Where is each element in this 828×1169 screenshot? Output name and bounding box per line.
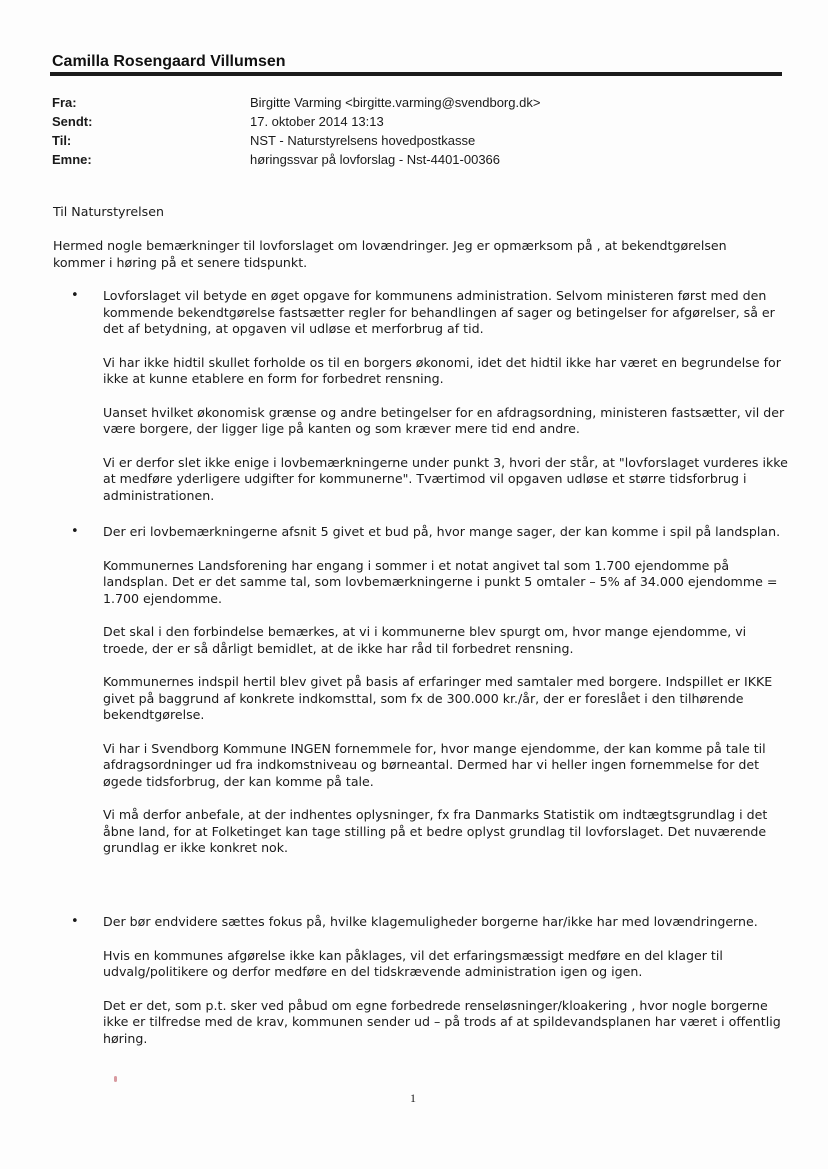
paragraph: Kommunernes indspil hertil blev givet på basis af erfaringer med samtaler med borgere. Indspillet er IKKE givet på baggrund af konkrete indkomsttal, som fx de 300.000 kr./år, der er foreslået i den tilhørende bekendtgørelse. [103,674,773,722]
bullet-item-3 [71,914,793,1064]
from-label: Fra: [52,95,77,110]
to-label: Til: [52,133,72,148]
paragraph: Det skal i den forbindelse bemærkes, at vi i kommunerne blev spurgt om, hvor mange ejendomme, vi troede, der er så dårligt bemidlet, at de ikke har råd til forbedret rensning. [103,624,747,656]
from-value: Birgitte Varming <birgitte.varming@svendborg.dk> [250,95,541,110]
paragraph: Vi må derfor anbefale, at der indhentes oplysninger, fx fra Danmarks Statistik om indtægtsgrundlag i det åbne land, for at Folketinget kan tage stilling på et bedre oplyst grundlag til lovforslaget. Det nuværende grundlag er ikke konkret nok. [103,807,768,855]
bullet-marker: • [71,288,79,303]
bullet-item-2 [71,524,793,874]
paragraph: Vi har ikke hidtil skullet forholde os til en borgers økonomi, idet det hidtil ikke har været en begrundelse for ikke at kunne etablere en form for forbedret rensning. [103,354,781,386]
greeting: Til Naturstyrelsen [53,204,164,219]
subject-label: Emne: [52,152,92,167]
sent-label: Sendt: [52,114,93,129]
paragraph: Hvis en kommunes afgørelse ikke kan påklages, vil det erfaringsmæssigt medføre en del klager til udvalg/politikere og derfor medføre en del tidskrævende administration igen og igen. [103,947,723,979]
paragraph: Der eri lovbemærkningerne afsnit 5 givet et bud på, hvor mange sager, der kan komme i spil på landsplan. [103,524,781,539]
subject-value: høringssvar på lovforslag - Nst-4401-00366 [250,152,501,167]
sent-value: 17. oktober 2014 13:13 [250,114,384,129]
bullet-marker: • [71,914,79,929]
paragraph: Vi har i Svendborg Kommune INGEN fornemmele for, hvor mange ejendomme, der kan komme på tale til afdragsordninger ud fra indkomstniveau og børneantal. Dermed har vi heller ingen fornemmelse for det øgede tidsforbrug, der kan komme på tale. [103,740,766,789]
sender-name: Camilla Rosengaard Villumsen [52,53,286,70]
to-value: NST - Naturstyrelsens hovedpostkasse [250,133,476,148]
page-number: 1 [410,1091,416,1105]
bullet-marker: • [71,524,79,539]
paragraph: Uanset hvilket økonomisk grænse og andre betingelser for en afdragsordning, ministeren fastsætter, vil der være borgere, der ligger lige på kanten og som kræver mere tid end andre. [103,404,785,436]
bullet-item-1 [71,288,793,521]
header-rule [50,72,782,76]
intro-paragraph: Hermed nogle bemærkninger til lovforslaget om lovændringer. Jeg er opmærksom på , at bekendtgørelsen kommer i høring på et senere tidspunkt. [53,238,727,270]
paragraph: Der bør endvidere sættes fokus på, hvilke klagemuligheder borgerne har/ikke har med lovændringerne. [103,914,758,929]
ink-speck [114,1076,117,1082]
paragraph: Vi er derfor slet ikke enige i lovbemærkningerne under punkt 3, hvori der står, at "lovforslaget vurderes ikke at medføre yderligere udgifter for kommunerne". Tværtimod vil opgaven udløse et større tidsforbrug i administrationen. [103,454,788,503]
paragraph: Det er det, som p.t. sker ved påbud om egne forbedrede renseløsninger/kloakering , hvor nogle borgerne ikke er tilfredse med de krav, kommunen sender ud – på trods af at spildevandsplanen har været i offentlig høring. [103,997,781,1046]
paragraph: Lovforslaget vil betyde en øget opgave for kommunens administration. Selvom ministeren først med den kommende bekendtgørelse fastsætter regler for behandlingen af sager og betingelser for afgørelser, så er det af betydning, at opgaven vil udløse et merforbrug af tid. [103,288,775,336]
paragraph: Kommunernes Landsforening har engang i sommer i et notat angivet tal som 1.700 ejendomme på landsplan. Det er det samme tal, som lovbemærkningerne i punkt 5 omtaler – 5% af 34.000 ejendomme = 1.700 ejendomme. [103,557,778,606]
